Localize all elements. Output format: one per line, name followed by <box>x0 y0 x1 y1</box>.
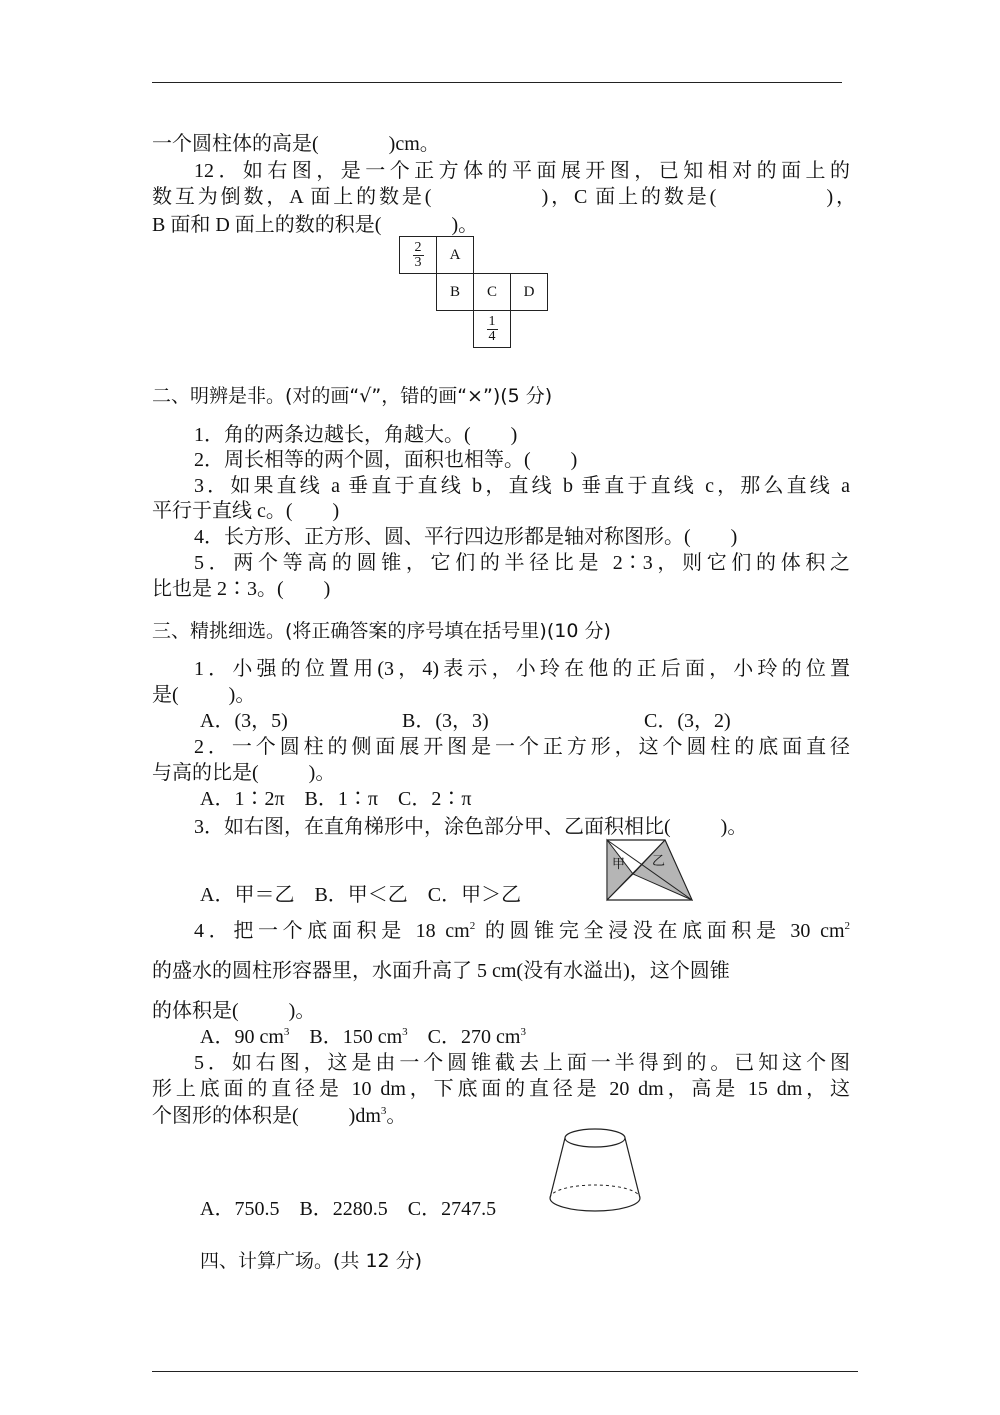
net-cell-d: D <box>510 273 548 311</box>
s3-q5-line-2: 形上底面的直径是 10 dm，下底面的直径是 20 dm，高是 15 dm，这 <box>152 1078 850 1100</box>
q4-option-a-exp: 3 <box>283 1026 290 1038</box>
s3-q2-line-2: 与高的比是( )。 <box>152 762 336 784</box>
q12-line-2: 数互为倒数，A 面上的数是( )，C 面上的数是( )， <box>152 186 856 208</box>
section-4-heading: 四、计算广场。(共 12 分) <box>200 1250 423 1272</box>
fraction-two-thirds <box>413 241 424 270</box>
q4-exponent-b: 2 <box>844 920 851 932</box>
q12-line-1: 12．如右图，是一个正方体的平面展开图，已知相对的面上的 <box>194 160 850 182</box>
s3-q1-line-1: 1．小强的位置用(3，4)表示，小玲在他的正后面，小玲的位置 <box>194 658 850 680</box>
s3-q2-line-1: 2．一个圆柱的侧面展开图是一个正方形，这个圆柱的底面直径 <box>194 736 850 758</box>
s3-q5-line-1: 5．如右图，这是由一个圆锥截去上面一半得到的。已知这个图 <box>194 1052 850 1074</box>
q5-text: 个图形的体积是( )dm <box>152 1105 381 1127</box>
q5-text-end: 。 <box>386 1105 407 1127</box>
frustum-bottom-back <box>550 1185 640 1198</box>
s3-q1-option-c: C．(3，2) <box>644 710 731 732</box>
q4-option-c-exp: 3 <box>520 1026 526 1038</box>
q4-option-b-exp: 3 <box>402 1026 408 1038</box>
s3-q4-line-1 <box>194 918 850 944</box>
frustum-right-side <box>625 1138 640 1198</box>
s2-item-3: 3．如果直线 a 垂直于直线 b，直线 b 垂直于直线 c，那么直线 a <box>194 475 850 497</box>
q4-text-b: 的圆锥完全浸没在底面积是 30 cm <box>475 920 845 942</box>
s3-q5-line-3 <box>152 1103 406 1129</box>
s3-q2-options: A．1∶2π B．1∶π C．2∶π <box>200 788 472 810</box>
net-cell-one-quarter <box>473 310 511 348</box>
q4-exponent-a: 2 <box>469 920 476 932</box>
q11-tail: 一个圆柱体的高是( )cm。 <box>152 133 440 155</box>
q12-line-3: B 面和 D 面上的数的积是( )。 <box>152 214 479 236</box>
frustum-bottom-front <box>550 1198 640 1211</box>
s2-item-4: 4．长方形、正方形、圆、平行四边形都是轴对称图形。( ) <box>194 526 738 548</box>
s2-item-1: 1．角的两条边越长，角越大。( ) <box>194 424 518 446</box>
s3-q4-options <box>200 1024 526 1050</box>
frustum-figure <box>545 1126 645 1222</box>
q4-option-a: A．90 cm <box>200 1026 284 1048</box>
s3-q4-line-2: 的盛水的圆柱形容器里，水面升高了 5 cm(没有水溢出)，这个圆锥 <box>152 960 730 982</box>
label-yi: 乙 <box>652 854 666 869</box>
fraction-denominator: 3 <box>414 254 422 270</box>
s2-item-2: 2．周长相等的两个圆，面积也相等。( ) <box>194 449 578 471</box>
frustum-left-side <box>550 1138 565 1198</box>
q4-option-c: C．270 cm <box>407 1026 521 1048</box>
section-3-heading: 三、精挑细选。(将正确答案的序号填在括号里)(10 分) <box>152 620 611 642</box>
s3-q5-options: A．750.5 B．2280.5 C．2747.5 <box>200 1198 497 1220</box>
s2-item-3-cont: 平行于直线 c。( ) <box>152 500 340 522</box>
section-2-heading: 二、明辨是非。(对的画“√”，错的画“×”)(5 分) <box>152 385 553 407</box>
net-cell-a: A <box>436 236 474 274</box>
right-trapezoid-figure <box>600 834 696 904</box>
s3-q1-option-a: A．(3，5) <box>200 710 288 732</box>
q4-option-b: B．150 cm <box>289 1026 403 1048</box>
s3-q1-line-2: 是( )。 <box>152 684 256 706</box>
s3-q4-line-3: 的体积是( )。 <box>152 1000 316 1022</box>
q4-text-a: 4．把一个底面积是 18 cm <box>194 920 470 942</box>
bottom-rule <box>152 1371 858 1372</box>
net-cell-b: B <box>436 273 474 311</box>
s3-q3-line-1: 3．如右图，在直角梯形中，涂色部分甲、乙面积相比( )。 <box>194 816 748 838</box>
top-rule <box>152 82 842 83</box>
fraction-denominator: 4 <box>488 328 496 344</box>
q5-exponent: 3 <box>380 1105 387 1117</box>
s2-item-5-cont: 比也是 2∶3。( ) <box>152 578 331 600</box>
net-cell-c: C <box>473 273 511 311</box>
fraction-one-quarter <box>487 315 498 344</box>
frustum-top-ellipse <box>565 1129 625 1147</box>
fraction-numerator: 2 <box>414 239 422 255</box>
net-cell-two-thirds <box>399 236 437 274</box>
s3-q1-option-b: B．(3，3) <box>402 710 489 732</box>
s2-item-5: 5．两个等高的圆锥，它们的半径比是 2∶3，则它们的体积之 <box>194 552 850 574</box>
label-jia: 甲 <box>612 857 626 872</box>
s3-q3-options: A．甲＝乙 B．甲＜乙 C．甲＞乙 <box>200 884 522 906</box>
fraction-numerator: 1 <box>488 313 496 329</box>
